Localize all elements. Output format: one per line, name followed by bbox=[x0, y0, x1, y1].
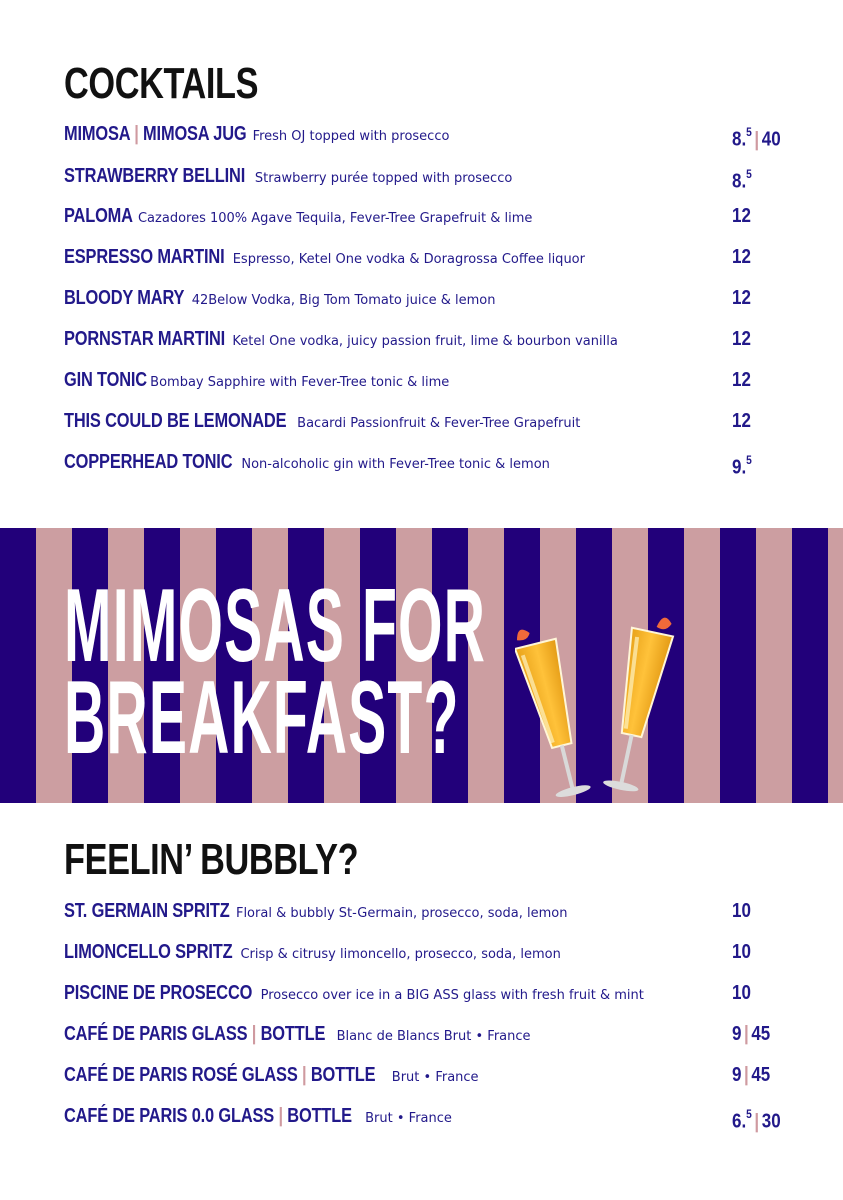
item-description: Brut • France bbox=[391, 1070, 479, 1085]
item-price: 12 bbox=[732, 369, 751, 391]
item-name: THIS COULD BE LEMONADE bbox=[64, 410, 287, 432]
item-price: 12 bbox=[732, 287, 751, 309]
item-name: BLOODY MARY bbox=[64, 287, 185, 309]
separator: | bbox=[278, 1105, 283, 1127]
item-description: Ketel One vodka, juicy passion fruit, lime & bourbon vanilla bbox=[232, 334, 618, 349]
item-description: Non-alcoholic gin with Fever-Tree tonic & lemon bbox=[241, 457, 550, 472]
menu-item-pornstar-martini bbox=[64, 324, 799, 354]
banner-line-1: MIMOSAS FOR bbox=[64, 568, 487, 684]
menu-item-paloma bbox=[64, 201, 799, 231]
bubbly-heading: FEELIN’ BUBBLY? bbox=[64, 835, 359, 884]
item-name: STRAWBERRY BELLINI bbox=[64, 165, 246, 187]
menu-item-cafe-de-paris bbox=[64, 1019, 799, 1049]
separator: | bbox=[134, 123, 139, 145]
menu-item-this-could-be-lemonade bbox=[64, 406, 799, 436]
item-description: Blanc de Blancs Brut • France bbox=[336, 1029, 531, 1044]
item-description: Crisp & citrusy limoncello, prosecco, soda, lemon bbox=[240, 947, 561, 962]
menu-item-st-germain-spritz bbox=[64, 896, 799, 926]
item-name: ST. GERMAIN SPRITZ bbox=[64, 900, 230, 922]
menu-item-limoncello-spritz bbox=[64, 937, 799, 967]
item-name: PORNSTAR MARTINI bbox=[64, 328, 226, 350]
item-description: 42Below Vodka, Big Tom Tomato juice & lemon bbox=[191, 293, 496, 308]
item-description: Cazadores 100% Agave Tequila, Fever-Tree Grapefruit & lime bbox=[137, 211, 533, 226]
item-description: Floral & bubbly St-Germain, prosecco, soda, lemon bbox=[235, 906, 568, 921]
item-price: 12 bbox=[732, 328, 751, 350]
menu-item-espresso-martini bbox=[64, 242, 799, 272]
menu-item-strawberry-bellini bbox=[64, 161, 799, 191]
item-price: 9.$^5$ bbox=[732, 453, 752, 479]
item-price: 10 bbox=[732, 982, 751, 1004]
mimosa-banner bbox=[0, 528, 843, 803]
item-name: PALOMA bbox=[64, 205, 133, 227]
banner-headline bbox=[64, 568, 487, 776]
item-name-2: BOTTLE bbox=[310, 1064, 376, 1086]
separator: | bbox=[301, 1064, 307, 1086]
menu-item-bloody-mary bbox=[64, 283, 799, 313]
item-name-2: BOTTLE bbox=[260, 1023, 326, 1045]
item-name: PISCINE DE PROSECCO bbox=[64, 982, 253, 1004]
menu-item-piscine-de-prosecco bbox=[64, 978, 799, 1008]
item-name: COPPERHEAD TONIC bbox=[64, 451, 233, 473]
menu-item-gin-tonic bbox=[64, 365, 799, 395]
menu-item-cafe-de-paris-zero bbox=[64, 1101, 799, 1131]
item-price: 8.$^5$ | 40 bbox=[732, 125, 781, 151]
item-price: 12 bbox=[732, 410, 751, 432]
item-description: Bombay Sapphire with Fever-Tree tonic & lime bbox=[150, 375, 450, 390]
item-price: 10 bbox=[732, 941, 751, 963]
item-price: 10 bbox=[732, 900, 751, 922]
item-name: CAFÉ DE PARIS 0.0 GLASS bbox=[64, 1105, 275, 1127]
item-name: MIMOSA bbox=[64, 123, 130, 145]
item-name: CAFÉ DE PARIS GLASS bbox=[64, 1023, 248, 1045]
item-name: LIMONCELLO SPRITZ bbox=[64, 941, 233, 963]
item-price: 6.$^5$ | 30 bbox=[732, 1107, 781, 1133]
item-name: GIN TONIC bbox=[64, 369, 147, 391]
menu-item-mimosa bbox=[64, 119, 799, 149]
item-price: 9 | 45 bbox=[732, 1023, 771, 1045]
item-description: Bacardi Passionfruit & Fever-Tree Grapefruit bbox=[297, 416, 581, 431]
item-price: 9 | 45 bbox=[732, 1064, 771, 1086]
menu-item-cafe-de-paris-rose bbox=[64, 1060, 799, 1090]
item-price: 8.$^5$ bbox=[732, 167, 752, 193]
item-description: Espresso, Ketel One vodka & Doragrossa Coffee liquor bbox=[232, 252, 585, 267]
item-name-2: BOTTLE bbox=[287, 1105, 352, 1127]
item-description: Brut • France bbox=[365, 1111, 452, 1126]
menu-item-copperhead-tonic bbox=[64, 447, 799, 477]
item-name-2: MIMOSA JUG bbox=[143, 123, 247, 145]
item-description: Strawberry purée topped with prosecco bbox=[254, 171, 513, 186]
item-description: Fresh OJ topped with prosecco bbox=[252, 129, 450, 144]
separator: | bbox=[251, 1023, 257, 1045]
mimosa-glasses-icon bbox=[515, 563, 675, 803]
item-price: 12 bbox=[732, 246, 751, 268]
item-name: CAFÉ DE PARIS ROSÉ GLASS bbox=[64, 1064, 298, 1086]
banner-line-2: BREAKFAST? bbox=[64, 660, 460, 776]
item-price: 12 bbox=[732, 205, 751, 227]
item-name: ESPRESSO MARTINI bbox=[64, 246, 225, 268]
cocktails-heading: COCKTAILS bbox=[64, 59, 259, 108]
item-description: Prosecco over ice in a BIG ASS glass with fresh fruit & mint bbox=[260, 988, 644, 1003]
